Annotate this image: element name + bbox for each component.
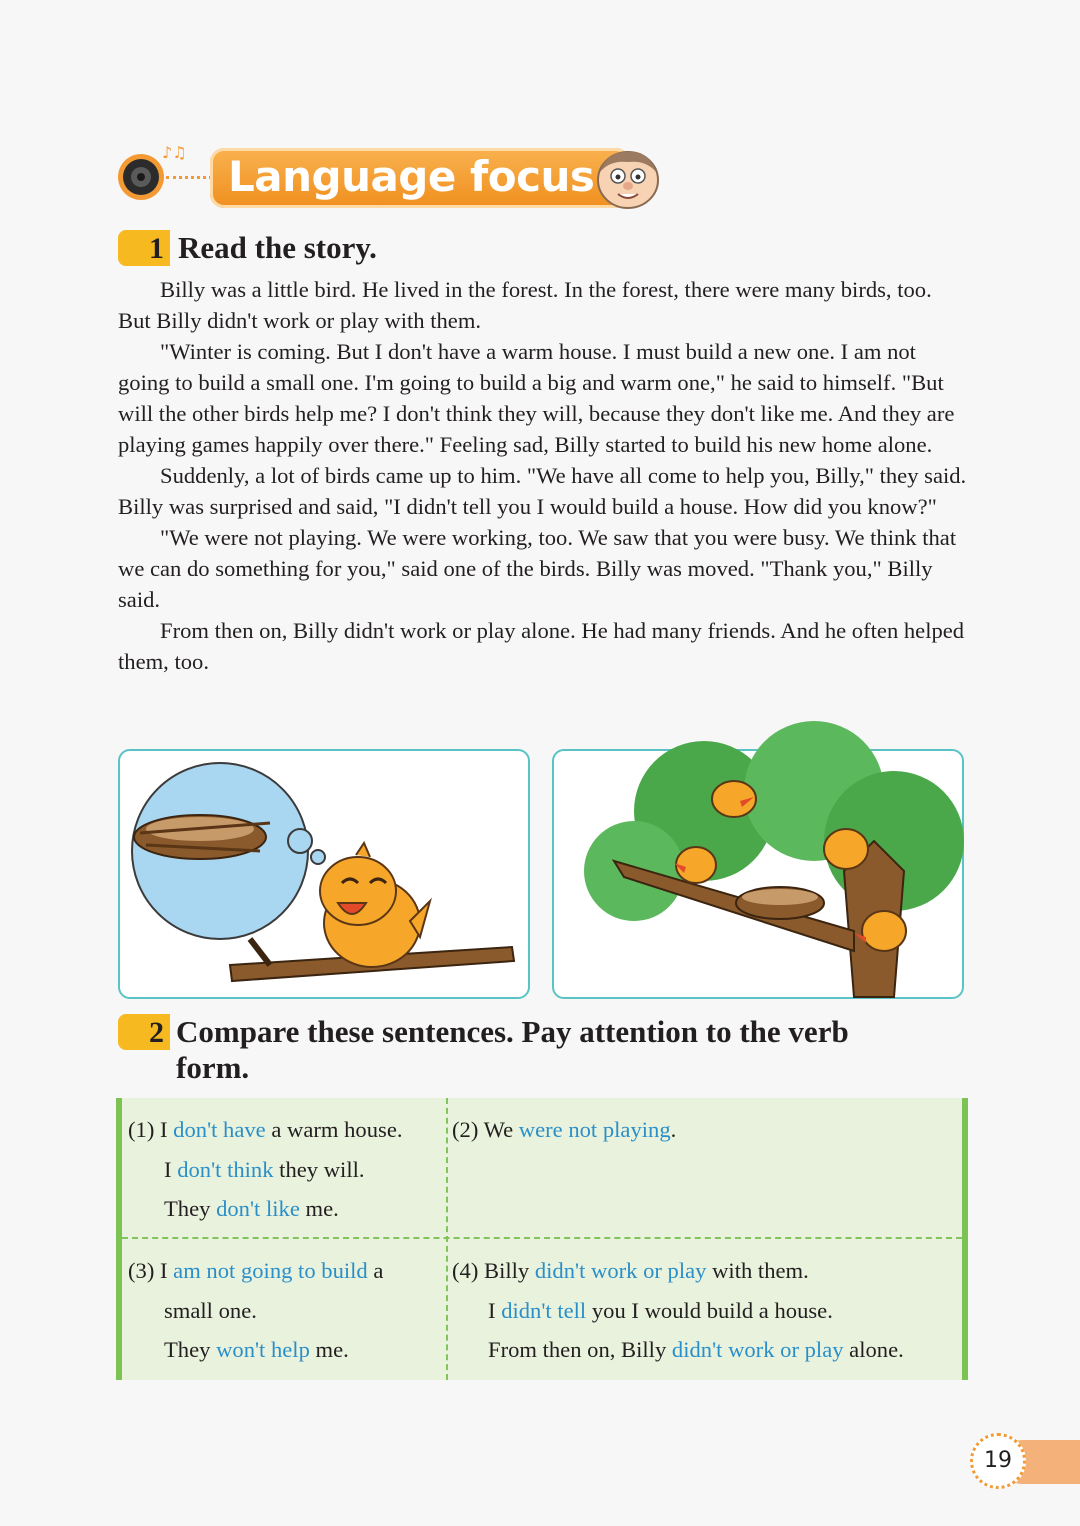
table-cell-4 <box>452 1251 904 1370</box>
sentence-row: (2) We were not playing. <box>452 1117 677 1142</box>
page-number: 19 <box>970 1433 1026 1489</box>
dotted-connector <box>166 176 212 179</box>
illustration-bird-dreaming-nest <box>118 749 530 999</box>
highlighted-verb: didn't work or play <box>671 1337 844 1362</box>
highlighted-verb: am not going to build <box>173 1258 368 1283</box>
illustration-birds-building-nest <box>552 749 964 999</box>
table-cell-2 <box>452 1110 676 1150</box>
story-paragraph: From then on, Billy didn't work or play alone. He had many friends. And he often helped them, too. <box>118 618 965 674</box>
story-paragraph: Suddenly, a lot of birds came up to him. "We have all come to help you, Billy," they said. Billy was surprised and said, "I didn't tell you I would build a house. How did you know?" <box>118 463 967 519</box>
sentence-row: I don't think they will. <box>164 1156 365 1182</box>
table-cell-1 <box>128 1110 403 1229</box>
sentence-row: From then on, Billy didn't work or play alone. <box>488 1337 904 1362</box>
story-text <box>118 274 968 677</box>
section-title: Read the story. <box>178 230 377 265</box>
table-cell-3 <box>128 1251 383 1370</box>
highlighted-verb: didn't tell <box>501 1297 587 1323</box>
highlighted-verb: don't like <box>216 1196 300 1221</box>
table-divider-horizontal <box>122 1237 962 1239</box>
sentence-row: (4) Billy didn't work or play with them. <box>452 1258 809 1283</box>
story-paragraph: "We were not playing. We were working, too. We saw that you were busy. We think that we can do something for you," said one of the birds. Billy was moved. "Thank you," Billy said. <box>118 525 957 612</box>
story-paragraph: Billy was a little bird. He lived in the forest. In the forest, there were many birds, too. But Billy didn't work or play with them. <box>118 277 932 333</box>
sentence-row: small one. <box>164 1297 257 1323</box>
section-banner-title: Language focus <box>210 148 630 208</box>
sentence-row: They won't help me. <box>164 1337 349 1362</box>
section-title-line1: Compare these sentences. Pay attention to the verb <box>176 1014 849 1049</box>
table-divider-vertical <box>446 1098 448 1380</box>
speaker-icon <box>116 152 166 202</box>
highlighted-verb: were not playing <box>518 1117 671 1142</box>
sentence-row: They don't like me. <box>164 1196 339 1221</box>
sentence-row: I didn't tell you I would build a house. <box>488 1297 833 1323</box>
svg-text:♪♫: ♪♫ <box>162 143 187 162</box>
section-title-line2: form. <box>176 1050 250 1085</box>
highlighted-verb: don't think <box>177 1156 274 1182</box>
music-note-icon <box>160 142 187 162</box>
comparison-table <box>116 1098 968 1380</box>
highlighted-verb: didn't work or play <box>534 1258 707 1283</box>
highlighted-verb: don't have <box>173 1117 266 1142</box>
sentence-row: (1) I don't have a warm house. <box>128 1117 403 1142</box>
section-number-badge: 2 <box>118 1014 170 1050</box>
story-paragraph: "Winter is coming. But I don't have a warm house. I must build a new one. I am not going to build a small one. I'm going to build a big and warm one," he said to himself. "But will the other birds help me? I don't think they will, because they don't like me. And they are playing games happily over there." Feeling sad, Billy started to build his new home alone. <box>118 339 955 457</box>
highlighted-verb: won't help <box>216 1337 310 1362</box>
sentence-row: (3) I am not going to build a <box>128 1258 384 1283</box>
cartoon-face-icon <box>588 146 668 212</box>
section-number-badge: 1 <box>118 230 170 266</box>
